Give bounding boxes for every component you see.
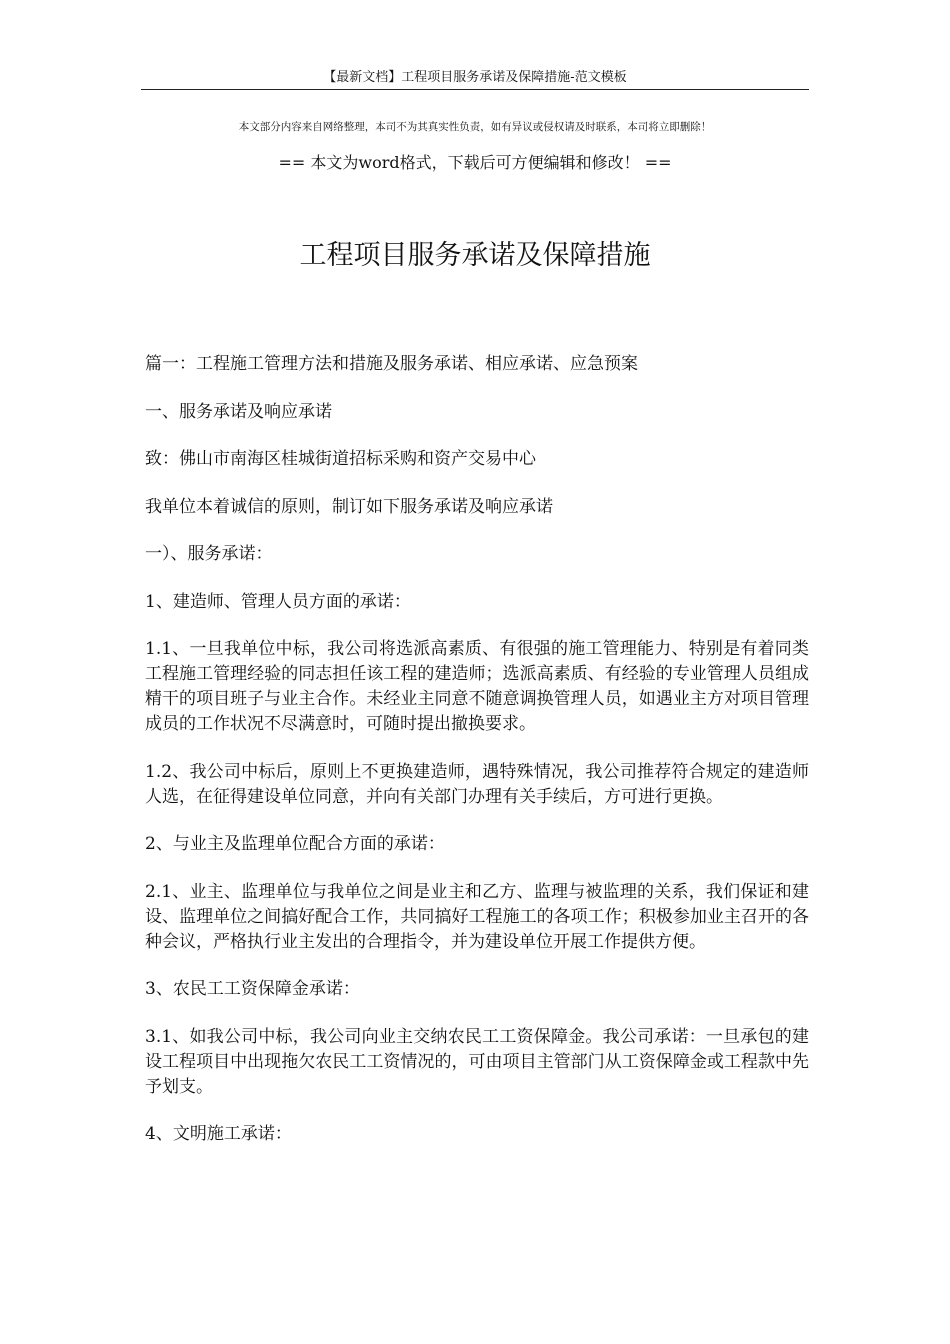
disclaimer-note: 本文部分内容来自网络整理，本司不为其真实性负责，如有异议或侵权请及时联系，本司将立即删除！ [238,121,712,133]
section-heading-part-one: 篇一：工程施工管理方法和措施及服务承诺、相应承诺、应急预案 [145,354,638,374]
addressee-line: 致：佛山市南海区桂城街道招标采购和资产交易中心 [145,449,536,469]
header-divider [141,89,809,90]
item-paragraph-2-1: 2.1、业主、监理单位与我单位之间是业主和乙方、监理与被监理的关系，我们保证和建设、监理单位之间搞好配合工作，共同搞好工程施工的各项工作；积极参加业主召开的各种会议，严格执行业主发出的合理指令，并为建设单位开展工作提供方便。 [145,881,809,952]
item-heading-2: 2、与业主及监理单位配合方面的承诺： [145,834,445,854]
item-heading-3: 3、农民工工资保障金承诺： [145,979,360,999]
subsection-heading-service: 一）、服务承诺： [145,544,273,564]
item-heading-4: 4、文明施工承诺： [145,1124,292,1144]
item-heading-1: 1、建造师、管理人员方面的承诺： [145,591,411,612]
intro-paragraph: 我单位本着诚信的原则，制订如下服务承诺及响应承诺 [145,496,553,517]
document-body [145,352,809,1170]
document-title: 工程项目服务承诺及保障措施 [299,240,651,271]
section-heading-service-commitment: 一、服务承诺及响应承诺 [145,401,332,422]
item-paragraph-3-1: 3.1、如我公司中标，我公司向业主交纳农民工工资保障金。我公司承诺：一旦承包的建设工程项目中出现拖欠农民工工资情况的，可由项目主管部门从工资保障金或工程款中先予划支。 [145,1026,809,1097]
word-format-note: == 本文为word格式，下载后可方便编辑和修改！ == [278,153,672,172]
item-paragraph-1-2: 1.2、我公司中标后，原则上不更换建造师，遇特殊情况，我公司推荐符合规定的建造师人选，在征得建设单位同意，并向有关部门办理有关手续后，方可进行更换。 [145,761,809,807]
running-header: 【最新文档】工程项目服务承诺及保障措施-范文模板 [323,70,627,85]
item-paragraph-1-1: 1.1、一旦我单位中标，我公司将选派高素质、有很强的施工管理能力、特别是有着同类工程施工管理经验的同志担任该工程的建造师；选派高素质、有经验的专业管理人员组成精干的项目班子与业主合作。未经业主同意不随意调换管理人员，如遇业主方对项目管理成员的工作状况不尽满意时，可随时提出撤换要求。 [145,639,809,734]
